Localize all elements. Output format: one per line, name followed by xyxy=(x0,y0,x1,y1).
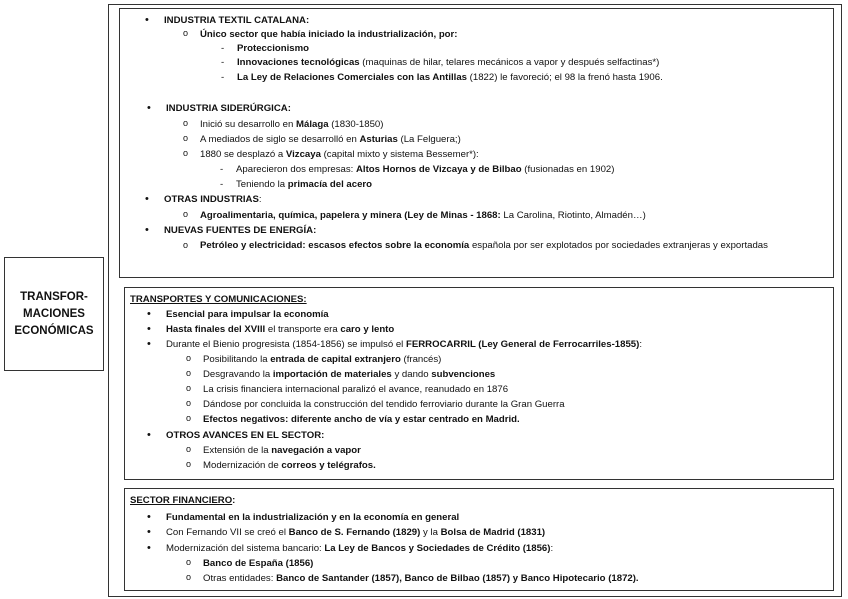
list-item: • INDUSTRIA TEXTIL CATALANA: xyxy=(164,14,309,27)
list-item: o Inició su desarrollo en Málaga (1830-1850) xyxy=(200,118,383,131)
list-item: - Proteccionismo xyxy=(237,42,309,55)
list-item: o Efectos negativos: diferente ancho de vía y estar centrado en Madrid. xyxy=(203,413,520,426)
list-item: • NUEVAS FUENTES DE ENERGÍA: xyxy=(164,224,316,237)
list-item: o Petróleo y electricidad: escasos efectos sobre la economía española por ser explotados por sociedades extranjeras y exportadas xyxy=(200,239,828,253)
list-item: • INDUSTRIA SIDERÚRGICA: xyxy=(166,102,291,115)
list-item: • Con Fernando VII se creó el Banco de S. Fernando (1829) y la Bolsa de Madrid (1831) xyxy=(166,526,545,539)
list-item: • Hasta finales del XVIII el transporte era caro y lento xyxy=(166,323,394,336)
list-item: • OTRAS INDUSTRIAS: xyxy=(164,193,262,206)
list-item: • Fundamental en la industrialización y en la economía en general xyxy=(166,511,459,524)
list-item: o Único sector que había iniciado la industrialización, por: xyxy=(200,28,457,41)
section-title: SECTOR FINANCIERO: xyxy=(130,495,236,506)
list-item: o La crisis financiera internacional paralizó el avance, reanudado en 1876 xyxy=(203,383,508,396)
list-item: o Otras entidades: Banco de Santander (1857), Banco de Bilbao (1857) y Banco Hipotecario (1872). xyxy=(203,572,639,585)
list-item: o Banco de España (1856) xyxy=(203,557,313,570)
section-label: TRANSFOR- MACIONES ECONÓMICAS xyxy=(4,257,104,371)
list-item: • Modernización del sistema bancario: La Ley de Bancos y Sociedades de Crédito (1856): xyxy=(166,542,553,555)
list-item: • Esencial para impulsar la economía xyxy=(166,308,329,321)
list-item: - Innovaciones tecnológicas (maquinas de hilar, telares mecánicos a vapor y después selfactinas*) xyxy=(237,56,659,69)
list-item: o Modernización de correos y telégrafos. xyxy=(203,459,376,472)
list-item: o Dándose por concluida la construcción del tendido ferroviario durante la Gran Guerra xyxy=(203,398,565,411)
list-item: • Durante el Bienio progresista (1854-1856) se impulsó el FERROCARRIL (Ley General de Ferrocarriles-1855): xyxy=(166,338,642,351)
list-item: - La Ley de Relaciones Comerciales con las Antillas (1822) le favoreció; el 98 la frenó hasta 1906. xyxy=(237,71,663,84)
list-item: o Desgravando la importación de materiales y dando subvenciones xyxy=(203,368,495,381)
list-item: o 1880 se desplazó a Vizcaya (capital mixto y sistema Bessemer*): xyxy=(200,148,479,161)
list-item: o A mediados de siglo se desarrolló en Asturias (La Felguera;) xyxy=(200,133,461,146)
list-item: - Teniendo la primacía del acero xyxy=(236,178,372,191)
section-title: TRANSPORTES Y COMUNICACIONES: xyxy=(130,294,307,305)
list-item: o Posibilitando la entrada de capital extranjero (francés) xyxy=(203,353,441,366)
list-item: - Aparecieron dos empresas: Altos Hornos de Vizcaya y de Bilbao (fusionadas en 1902) xyxy=(236,163,614,176)
list-item: • OTROS AVANCES EN EL SECTOR: xyxy=(166,429,324,442)
list-item: o Agroalimentaria, química, papelera y minera (Ley de Minas - 1868: La Carolina, Riotinto, Almadén…) xyxy=(200,209,646,222)
list-item: o Extensión de la navegación a vapor xyxy=(203,444,361,457)
